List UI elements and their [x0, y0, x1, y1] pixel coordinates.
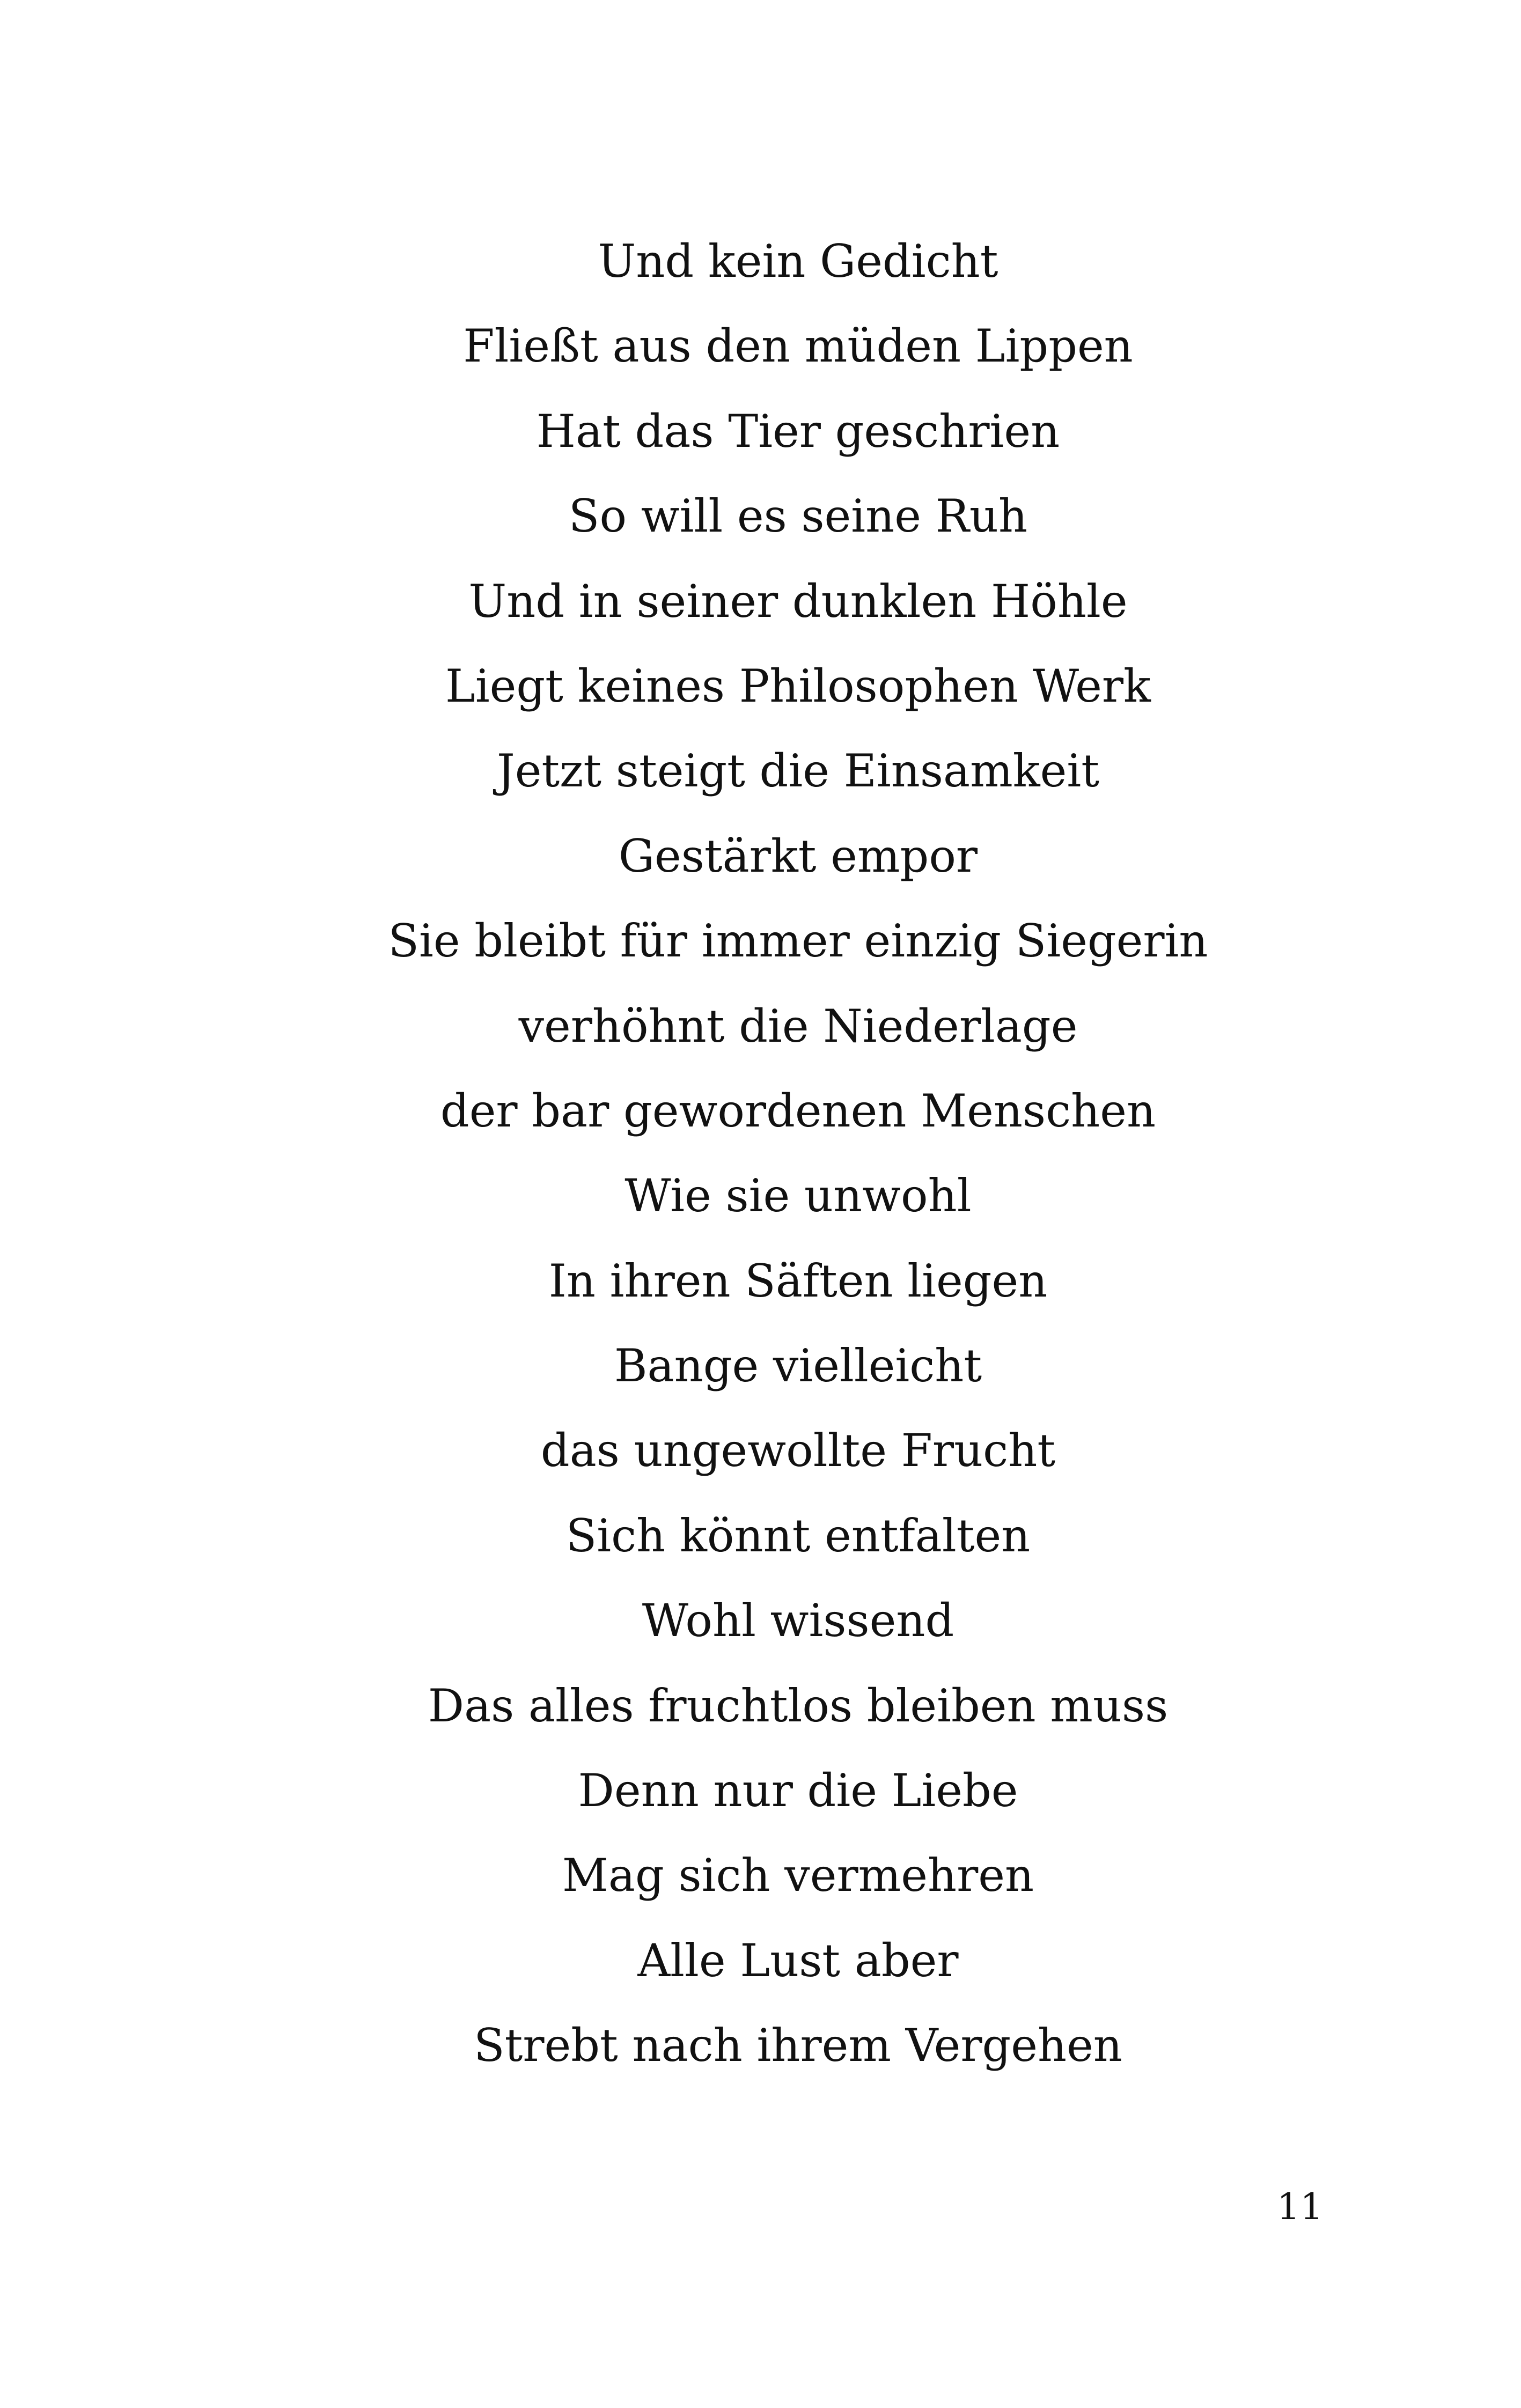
poem-line: So will es seine Ruh [568, 490, 1028, 543]
poem-line: verhöhnt die Niederlage [518, 999, 1078, 1052]
poem-line: Und in seiner dunklen Höhle [468, 575, 1128, 628]
poem-line: Alle Lust aber [637, 1934, 959, 1987]
poem-line: Denn nur die Liebe [578, 1764, 1018, 1817]
poem [0, 219, 1521, 2088]
poem-line: Und kein Gedicht [598, 235, 998, 288]
poem-line: In ihren Säften liegen [548, 1254, 1048, 1307]
poem-line: das ungewollte Frucht [540, 1424, 1056, 1477]
poem-line: Jetzt steigt die Einsamkeit [497, 745, 1099, 798]
poem-line: Gestärkt empor [618, 829, 978, 882]
poem-line: Hat das Tier geschrien [536, 404, 1060, 458]
poem-line: Wohl wissend [642, 1594, 954, 1647]
poem-line: Sie bleibt für immer einzig Siegerin [388, 915, 1208, 968]
poem-line: der bar gewordenen Menschen [440, 1084, 1156, 1137]
poem-line: Bange vielleicht [614, 1339, 982, 1393]
poem-line: Fließt aus den müden Lippen [463, 320, 1133, 373]
poem-line: Sich könnt entfalten [565, 1509, 1031, 1562]
poem-line: Mag sich vermehren [562, 1849, 1034, 1902]
poem-line: Liegt keines Philosophen Werk [445, 659, 1151, 712]
poem-line: Wie sie unwohl [624, 1169, 972, 1223]
poem-line: Strebt nach ihrem Vergehen [474, 2019, 1122, 2072]
page-number: 11 [1277, 2186, 1324, 2228]
poem-line: Das alles fruchtlos bleiben muss [428, 1679, 1169, 1732]
